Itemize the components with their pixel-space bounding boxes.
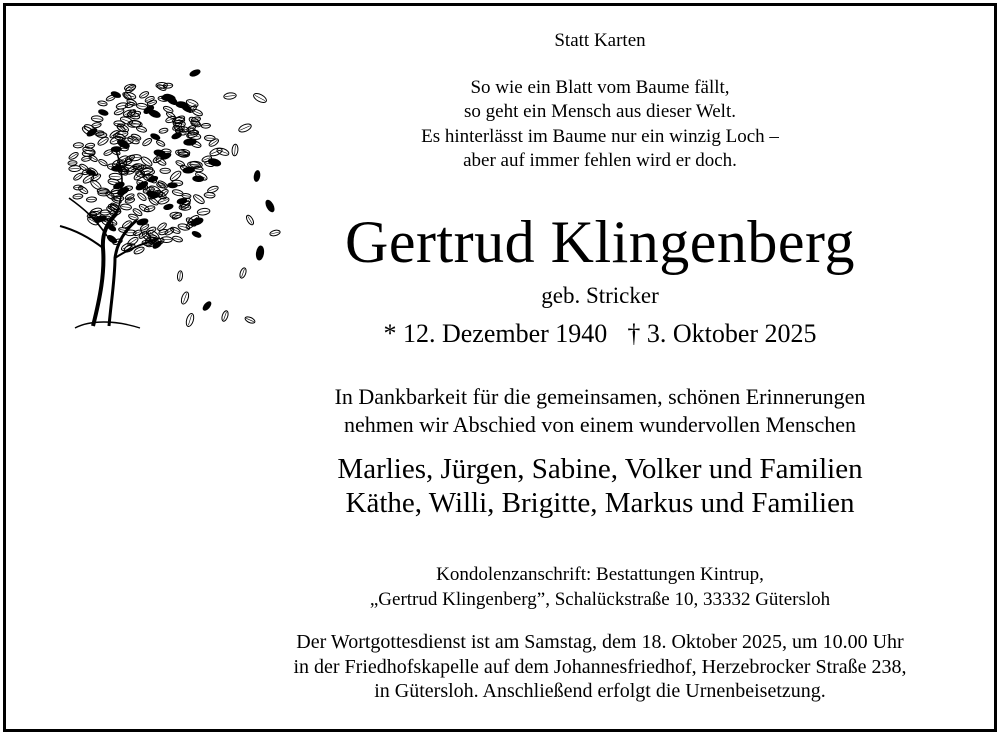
service-line-2: in der Friedhofskapelle auf dem Johannesfriedhof, Herzebrocker Straße 238, [293, 656, 907, 678]
poem-line-4: aber auf immer fehlen wird er doch. [463, 150, 737, 171]
thanks-line-1: In Dankbarkeit für die gemeinsamen, schönen Erinnerungen [334, 384, 866, 409]
service-line-3: in Gütersloh. Anschließend erfolgt die Urnenbeisetzung. [374, 680, 826, 702]
poem-line-1: So wie ein Blatt vom Baume fällt, [470, 77, 730, 98]
poem-line-3: Es hinterlässt im Baume nur ein winzig Loch – [421, 126, 779, 147]
condolence-address-line-1: Kondolenzanschrift: Bestattungen Kintrup, [436, 564, 764, 585]
life-dates [200, 321, 1000, 347]
death-date: † 3. Oktober 2025 [627, 319, 817, 348]
maiden-name: geb. Stricker [541, 283, 659, 308]
deceased-name: Gertrud Klingenberg [345, 209, 855, 275]
family-line-2: Käthe, Willi, Brigitte, Markus und Familien [345, 487, 855, 519]
condolence-address-line-2: „Gertrud Klingenberg”, Schalückstraße 10, 33332 Gütersloh [369, 589, 831, 610]
poem-line-2: so geht ein Mensch aus dieser Welt. [464, 101, 736, 122]
family-line-1: Marlies, Jürgen, Sabine, Volker und Familien [337, 453, 863, 485]
service-line-1: Der Wortgottesdienst ist am Samstag, dem 18. Oktober 2025, um 10.00 Uhr [296, 631, 904, 653]
thanks-line-2: nehmen wir Abschied von einem wundervollen Menschen [344, 412, 856, 437]
header-statt-karten: Statt Karten [554, 30, 646, 51]
birth-date: * 12. Dezember 1940 [383, 319, 608, 348]
